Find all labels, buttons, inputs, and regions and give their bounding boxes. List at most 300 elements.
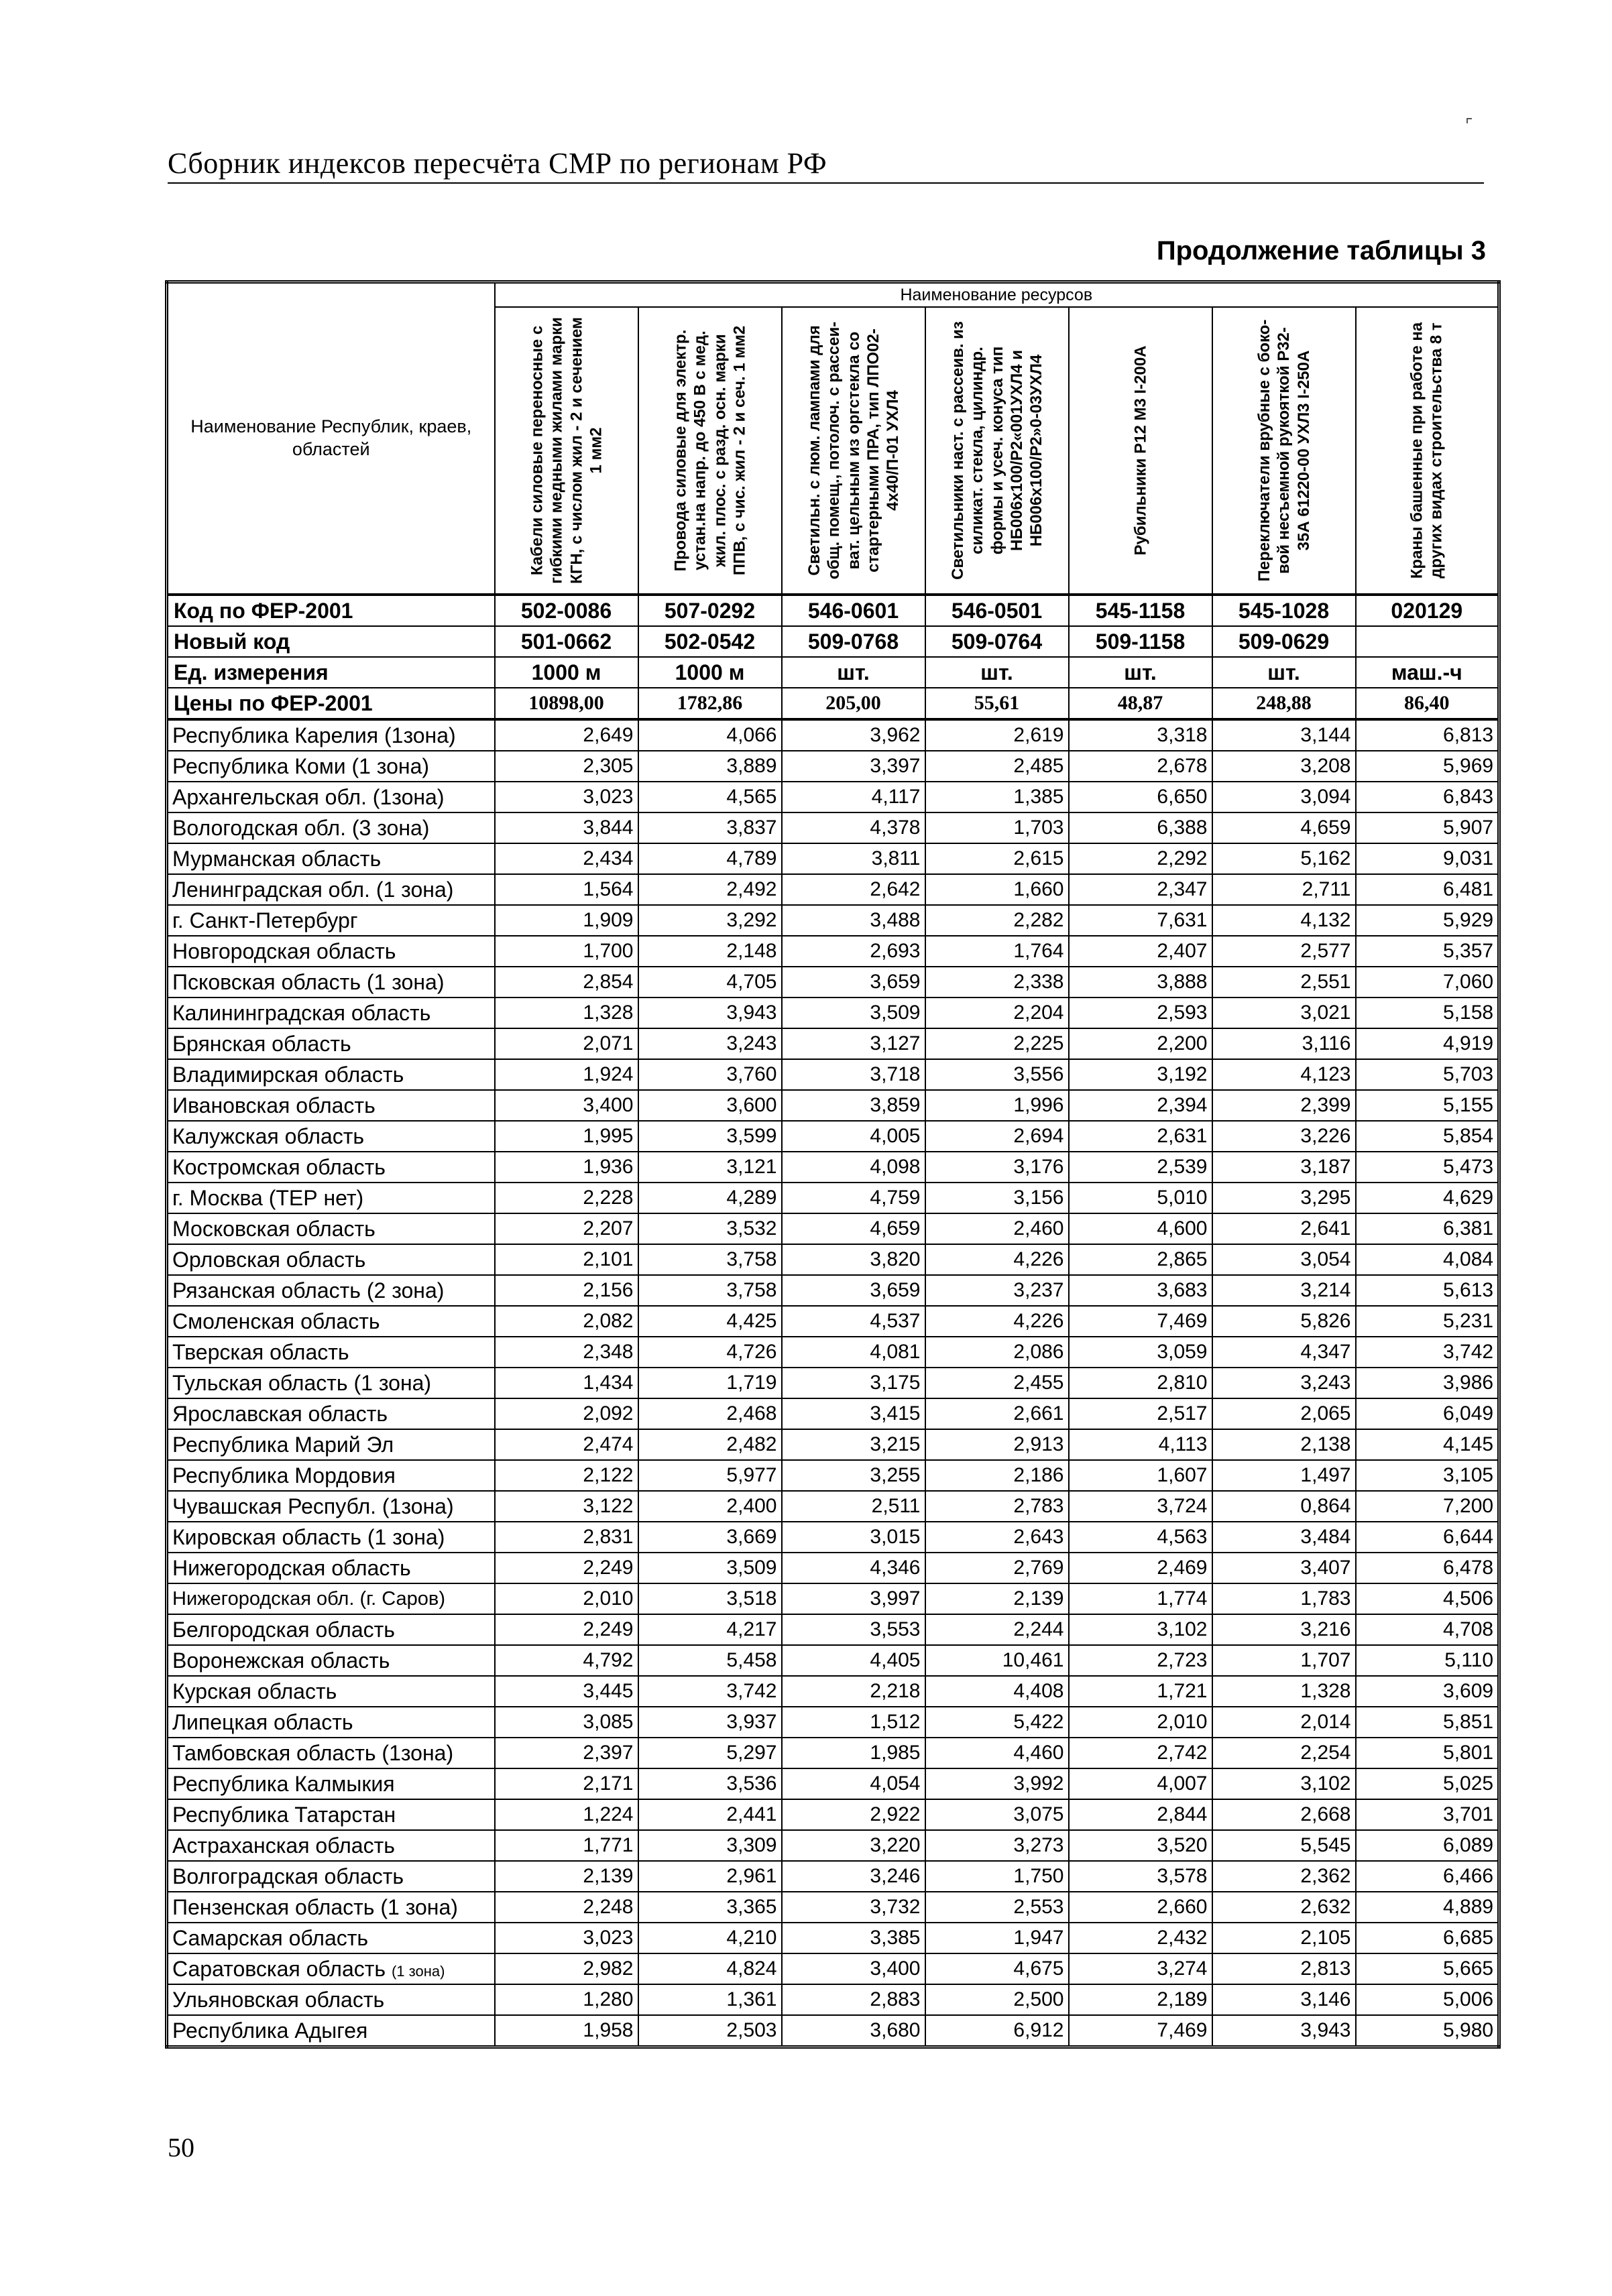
- index-value-cell: 2,200: [1069, 1028, 1212, 1059]
- index-value-cell: 3,400: [782, 1953, 925, 1984]
- region-name: Мурманская область: [172, 846, 382, 871]
- index-value-cell: 5,854: [1356, 1121, 1499, 1152]
- index-value-cell: 1,703: [925, 812, 1069, 843]
- region-name-cell: [167, 1738, 495, 1768]
- index-value-cell: 2,347: [1069, 874, 1212, 905]
- index-value-cell: 4,007: [1069, 1768, 1212, 1799]
- index-value-cell: 2,810: [1069, 1368, 1212, 1398]
- region-name: Калужская область: [172, 1124, 365, 1148]
- fer-code-cell: 546-0601: [782, 595, 925, 626]
- region-name-cell: [167, 812, 495, 843]
- index-value-cell: 5,545: [1212, 1830, 1356, 1861]
- index-value-cell: 3,237: [925, 1275, 1069, 1306]
- region-name-cell: [167, 1768, 495, 1799]
- index-value-cell: 2,503: [638, 2015, 782, 2047]
- region-name: Тульская область (1 зона): [172, 1370, 432, 1395]
- index-value-cell: 2,783: [925, 1491, 1069, 1522]
- index-value-cell: 5,010: [1069, 1183, 1212, 1213]
- fer-code-label: Код по ФЕР-2001: [167, 595, 495, 626]
- region-name: Республика Марий Эл: [172, 1432, 394, 1457]
- index-value-cell: 7,469: [1069, 1306, 1212, 1337]
- index-value-cell: 2,189: [1069, 1984, 1212, 2015]
- index-value-cell: 1,280: [495, 1984, 638, 2015]
- region-name: Тверская область: [172, 1339, 349, 1364]
- index-value-cell: 3,724: [1069, 1491, 1212, 1522]
- index-value-cell: 1,512: [782, 1707, 925, 1738]
- index-value-cell: 2,432: [1069, 1923, 1212, 1953]
- table-row: [167, 1213, 1499, 1244]
- index-value-cell: 2,517: [1069, 1398, 1212, 1429]
- index-value-cell: 3,121: [638, 1152, 782, 1183]
- new-code-cell: 509-0629: [1212, 626, 1356, 657]
- index-value-cell: 3,075: [925, 1799, 1069, 1830]
- index-value-cell: 3,175: [782, 1368, 925, 1398]
- index-value-cell: 2,883: [782, 1984, 925, 2015]
- index-value-cell: 4,792: [495, 1645, 638, 1676]
- index-value-cell: 2,171: [495, 1768, 638, 1799]
- index-value-cell: 1,947: [925, 1923, 1069, 1953]
- price-row: [167, 688, 1499, 719]
- index-value-cell: 2,399: [1212, 1090, 1356, 1121]
- index-value-cell: 3,273: [925, 1830, 1069, 1861]
- region-name: г. Москва (ТЕР нет): [172, 1185, 364, 1210]
- index-value-cell: 2,292: [1069, 843, 1212, 874]
- region-name-cell: [167, 1090, 495, 1121]
- region-name-cell: [167, 1121, 495, 1152]
- index-value-cell: 4,210: [638, 1923, 782, 1953]
- index-value-cell: 2,551: [1212, 967, 1356, 998]
- table-row: [167, 998, 1499, 1028]
- index-value-cell: 1,783: [1212, 1583, 1356, 1614]
- index-value-cell: 3,518: [638, 1583, 782, 1614]
- index-value-cell: 1,707: [1212, 1645, 1356, 1676]
- index-value-cell: 3,385: [782, 1923, 925, 1953]
- index-value-cell: 2,305: [495, 751, 638, 782]
- index-value-cell: 3,054: [1212, 1244, 1356, 1275]
- index-value-cell: 2,511: [782, 1491, 925, 1522]
- region-name-cell: [167, 1213, 495, 1244]
- index-value-cell: 2,186: [925, 1460, 1069, 1491]
- index-value-cell: 2,092: [495, 1398, 638, 1429]
- index-value-cell: 3,309: [638, 1830, 782, 1861]
- index-value-cell: 3,732: [782, 1892, 925, 1923]
- region-name: Ярославская область: [172, 1401, 388, 1426]
- index-value-cell: 3,295: [1212, 1183, 1356, 1213]
- index-value-cell: 2,348: [495, 1337, 638, 1368]
- index-value-cell: 3,742: [638, 1676, 782, 1707]
- running-header: Сборник индексов пересчёта СМР по регионам РФ: [168, 147, 827, 180]
- price-cell: 48,87: [1069, 688, 1212, 719]
- region-name: Псковская область (1 зона): [172, 969, 445, 994]
- table-row: [167, 719, 1499, 751]
- region-zone-note: (1 зона): [391, 1962, 445, 1980]
- price-cell: 248,88: [1212, 688, 1356, 719]
- unit-label: Ед. измерения: [167, 657, 495, 688]
- index-value-cell: 2,469: [1069, 1553, 1212, 1583]
- region-name: Вологодская обл. (3 зона): [172, 815, 430, 840]
- index-value-cell: 3,318: [1069, 719, 1212, 751]
- region-name: Кировская область (1 зона): [172, 1524, 445, 1549]
- resources-group-header: Наименование ресурсов: [495, 282, 1499, 308]
- region-name-cell: [167, 1337, 495, 1368]
- index-value-cell: 5,458: [638, 1645, 782, 1676]
- index-value-cell: 3,488: [782, 905, 925, 936]
- table-row: [167, 1553, 1499, 1583]
- index-value-cell: 2,742: [1069, 1738, 1212, 1768]
- index-value-cell: 3,742: [1356, 1337, 1499, 1368]
- index-value-cell: 2,434: [495, 843, 638, 874]
- region-name-cell: [167, 1676, 495, 1707]
- table-row: [167, 967, 1499, 998]
- index-value-cell: 4,378: [782, 812, 925, 843]
- table-row: [167, 1953, 1499, 1984]
- index-value-cell: 2,010: [495, 1583, 638, 1614]
- index-value-cell: 3,220: [782, 1830, 925, 1861]
- index-value-cell: 2,362: [1212, 1861, 1356, 1892]
- index-value-cell: 2,961: [638, 1861, 782, 1892]
- index-value-cell: 2,407: [1069, 936, 1212, 967]
- table-row: [167, 1337, 1499, 1368]
- index-value-cell: 2,678: [1069, 751, 1212, 782]
- index-value-cell: 1,985: [782, 1738, 925, 1768]
- index-value-cell: 3,144: [1212, 719, 1356, 751]
- region-name-cell: [167, 1368, 495, 1398]
- index-value-cell: 1,750: [925, 1861, 1069, 1892]
- new-code-label: Новый код: [167, 626, 495, 657]
- index-value-cell: 2,254: [1212, 1738, 1356, 1768]
- column-header-text: Кабели силовые переносные с гибкими медными жилами марки КГН, с числом жил - 2 и сечением 1 мм2: [527, 317, 605, 584]
- index-value-cell: 5,006: [1356, 1984, 1499, 2015]
- index-value-cell: 2,101: [495, 1244, 638, 1275]
- region-name-cell: [167, 1244, 495, 1275]
- new-code-cell: 509-1158: [1069, 626, 1212, 657]
- region-name-cell: [167, 1707, 495, 1738]
- region-name: Курская область: [172, 1679, 337, 1703]
- table-row: [167, 1306, 1499, 1337]
- index-value-cell: 4,405: [782, 1645, 925, 1676]
- index-value-cell: 3,820: [782, 1244, 925, 1275]
- region-name-cell: [167, 1522, 495, 1553]
- index-value-cell: 5,613: [1356, 1275, 1499, 1306]
- index-value-cell: 3,997: [782, 1583, 925, 1614]
- index-value-cell: 3,226: [1212, 1121, 1356, 1152]
- column-header-3: [782, 307, 925, 595]
- index-value-cell: 3,520: [1069, 1830, 1212, 1861]
- table-row: [167, 1768, 1499, 1799]
- index-value-cell: 6,388: [1069, 812, 1212, 843]
- table-row: [167, 751, 1499, 782]
- index-value-cell: 3,397: [782, 751, 925, 782]
- new-code-cell: 501-0662: [495, 626, 638, 657]
- table-row: [167, 1183, 1499, 1213]
- index-value-cell: 5,158: [1356, 998, 1499, 1028]
- table-row: [167, 874, 1499, 905]
- index-value-cell: 2,225: [925, 1028, 1069, 1059]
- index-value-cell: 3,274: [1069, 1953, 1212, 1984]
- index-value-cell: 10,461: [925, 1645, 1069, 1676]
- table-row: [167, 782, 1499, 812]
- region-name-cell: [167, 1645, 495, 1676]
- index-value-cell: 5,665: [1356, 1953, 1499, 1984]
- index-value-cell: 4,675: [925, 1953, 1069, 1984]
- index-value-cell: 1,497: [1212, 1460, 1356, 1491]
- region-name: Брянская область: [172, 1031, 351, 1056]
- region-name-cell: [167, 1830, 495, 1861]
- index-value-cell: 3,578: [1069, 1861, 1212, 1892]
- index-value-cell: 4,705: [638, 967, 782, 998]
- region-name: Пензенская область (1 зона): [172, 1894, 458, 1919]
- index-value-cell: 3,532: [638, 1213, 782, 1244]
- index-value-cell: 2,010: [1069, 1707, 1212, 1738]
- table-row: [167, 1152, 1499, 1183]
- region-name: Тамбовская область (1зона): [172, 1740, 454, 1765]
- index-value-cell: 2,156: [495, 1275, 638, 1306]
- index-value-cell: 2,641: [1212, 1213, 1356, 1244]
- index-value-cell: 4,506: [1356, 1583, 1499, 1614]
- new-code-cell: [1356, 626, 1499, 657]
- index-value-cell: 3,553: [782, 1614, 925, 1645]
- region-name-cell: [167, 1984, 495, 2015]
- index-value-cell: 3,760: [638, 1059, 782, 1090]
- index-value-cell: 4,123: [1212, 1059, 1356, 1090]
- index-value-cell: 6,381: [1356, 1213, 1499, 1244]
- index-value-cell: 4,565: [638, 782, 782, 812]
- fer-code-cell: 546-0501: [925, 595, 1069, 626]
- index-value-cell: 3,683: [1069, 1275, 1212, 1306]
- region-name-cell: [167, 936, 495, 967]
- new-code-row: [167, 626, 1499, 657]
- column-header-1: [495, 307, 638, 595]
- index-value-cell: 4,289: [638, 1183, 782, 1213]
- index-value-cell: 4,113: [1069, 1429, 1212, 1460]
- table-row: [167, 1121, 1499, 1152]
- price-cell: 55,61: [925, 688, 1069, 719]
- region-name-cell: [167, 1583, 495, 1614]
- index-value-cell: 2,474: [495, 1429, 638, 1460]
- region-name: Республика Калмыкия: [172, 1771, 395, 1796]
- index-value-cell: 3,146: [1212, 1984, 1356, 2015]
- index-value-cell: 3,127: [782, 1028, 925, 1059]
- index-value-cell: 7,200: [1356, 1491, 1499, 1522]
- table-row: [167, 1491, 1499, 1522]
- index-value-cell: 2,105: [1212, 1923, 1356, 1953]
- index-value-cell: 5,473: [1356, 1152, 1499, 1183]
- index-value-cell: 6,466: [1356, 1861, 1499, 1892]
- index-value-cell: 2,248: [495, 1892, 638, 1923]
- index-value-cell: 2,694: [925, 1121, 1069, 1152]
- region-name: Новгородская область: [172, 939, 396, 963]
- index-value-cell: 3,888: [1069, 967, 1212, 998]
- table-row: [167, 1429, 1499, 1460]
- scan-corner-mark: [1466, 118, 1472, 123]
- index-value-cell: 3,176: [925, 1152, 1069, 1183]
- region-name: Орловская область: [172, 1247, 366, 1272]
- index-value-cell: 6,843: [1356, 782, 1499, 812]
- index-value-cell: 7,631: [1069, 905, 1212, 936]
- unit-row: [167, 657, 1499, 688]
- region-name-cell: [167, 905, 495, 936]
- index-value-cell: 1,700: [495, 936, 638, 967]
- index-value-cell: 2,122: [495, 1460, 638, 1491]
- index-value-cell: 3,105: [1356, 1460, 1499, 1491]
- region-name-cell: [167, 1028, 495, 1059]
- region-name-cell: [167, 874, 495, 905]
- index-value-cell: 2,854: [495, 967, 638, 998]
- table-row: [167, 1583, 1499, 1614]
- unit-cell: 1000 м: [638, 657, 782, 688]
- column-header-text: Светильн. с люм. лампами для общ. помещ., потолоч. с рассеи-ват. цельным из оргстекла со стартерными ПРА, тип ЛПО02-4х40/П-01 УХЛ4: [805, 321, 902, 580]
- index-value-cell: 4,084: [1356, 1244, 1499, 1275]
- index-value-cell: 1,660: [925, 874, 1069, 905]
- region-name: Саратовская область: [172, 1956, 386, 1981]
- price-cell: 205,00: [782, 688, 925, 719]
- index-value-cell: 2,922: [782, 1799, 925, 1830]
- region-name: Республика Адыгея: [172, 2018, 368, 2043]
- region-name: Владимирская область: [172, 1062, 404, 1087]
- index-value-cell: 3,758: [638, 1244, 782, 1275]
- index-value-cell: 6,478: [1356, 1553, 1499, 1583]
- table-row: [167, 1984, 1499, 2015]
- table-row: [167, 1923, 1499, 1953]
- index-value-cell: 2,711: [1212, 874, 1356, 905]
- index-value-cell: 4,563: [1069, 1522, 1212, 1553]
- index-value-cell: 2,071: [495, 1028, 638, 1059]
- region-name: Республика Карелия (1зона): [172, 723, 456, 747]
- index-value-cell: 3,859: [782, 1090, 925, 1121]
- index-value-cell: 2,338: [925, 967, 1069, 998]
- index-value-cell: 4,789: [638, 843, 782, 874]
- region-name-cell: [167, 967, 495, 998]
- index-value-cell: 3,400: [495, 1090, 638, 1121]
- index-value-cell: 3,156: [925, 1183, 1069, 1213]
- index-value-cell: 4,708: [1356, 1614, 1499, 1645]
- price-cell: 10898,00: [495, 688, 638, 719]
- index-value-cell: 2,492: [638, 874, 782, 905]
- index-value-cell: 1,607: [1069, 1460, 1212, 1491]
- index-value-cell: 3,122: [495, 1491, 638, 1522]
- index-value-cell: 3,811: [782, 843, 925, 874]
- table-row: [167, 1799, 1499, 1830]
- index-value-cell: 2,865: [1069, 1244, 1212, 1275]
- region-name-cell: [167, 782, 495, 812]
- index-value-cell: 4,226: [925, 1306, 1069, 1337]
- index-value-cell: 1,361: [638, 1984, 782, 2015]
- fer-code-cell: 020129: [1356, 595, 1499, 626]
- index-value-cell: 4,600: [1069, 1213, 1212, 1244]
- index-value-cell: 5,357: [1356, 936, 1499, 967]
- column-header-text: Переключатели врубные с боко-вой несъемной рукояткой Р32-35А 61220-00 УХЛ3 I-250А: [1255, 319, 1313, 582]
- index-value-cell: 3,023: [495, 1923, 638, 1953]
- column-header-text: Провода силовые для электр. устан.на напр. до 450 В с мед. жил. плос. с разд. осн. марки ППВ, с чис. жил - 2 и сеч. 1 мм2: [671, 325, 748, 576]
- index-table-container: [165, 280, 1501, 2049]
- price-cell: 1782,86: [638, 688, 782, 719]
- index-value-cell: 4,098: [782, 1152, 925, 1183]
- table-row: [167, 812, 1499, 843]
- region-name: Калининградская область: [172, 1000, 431, 1025]
- unit-cell: шт.: [782, 657, 925, 688]
- index-value-cell: 5,977: [638, 1460, 782, 1491]
- index-value-cell: 2,139: [495, 1861, 638, 1892]
- index-value-cell: 1,434: [495, 1368, 638, 1398]
- index-value-cell: 4,117: [782, 782, 925, 812]
- index-value-cell: 3,484: [1212, 1522, 1356, 1553]
- region-name-cell: [167, 1152, 495, 1183]
- table-row: [167, 1676, 1499, 1707]
- table-row: [167, 1738, 1499, 1768]
- index-value-cell: 3,102: [1212, 1768, 1356, 1799]
- index-value-cell: 1,764: [925, 936, 1069, 967]
- index-value-cell: 2,632: [1212, 1892, 1356, 1923]
- index-value-cell: 2,619: [925, 719, 1069, 751]
- region-name-cell: [167, 1398, 495, 1429]
- index-value-cell: 2,249: [495, 1553, 638, 1583]
- index-value-cell: 1,771: [495, 1830, 638, 1861]
- region-name-cell: [167, 1953, 495, 1984]
- table-row: [167, 1275, 1499, 1306]
- table-row: [167, 843, 1499, 874]
- index-value-cell: 4,217: [638, 1614, 782, 1645]
- index-value-cell: 5,969: [1356, 751, 1499, 782]
- index-value-cell: 3,943: [1212, 2015, 1356, 2047]
- unit-cell: маш.-ч: [1356, 657, 1499, 688]
- index-value-cell: 2,643: [925, 1522, 1069, 1553]
- column-header-text: Рубильники Р12 М3 I-200А: [1131, 345, 1149, 556]
- index-value-cell: 4,759: [782, 1183, 925, 1213]
- index-value-cell: 5,826: [1212, 1306, 1356, 1337]
- index-value-cell: 1,958: [495, 2015, 638, 2047]
- index-value-cell: 5,162: [1212, 843, 1356, 874]
- index-value-cell: 2,642: [782, 874, 925, 905]
- table-row: [167, 1707, 1499, 1738]
- index-value-cell: 4,659: [1212, 812, 1356, 843]
- index-value-cell: 5,155: [1356, 1090, 1499, 1121]
- index-value-cell: 2,394: [1069, 1090, 1212, 1121]
- region-name-cell: [167, 998, 495, 1028]
- region-name-cell: [167, 2015, 495, 2047]
- region-name-cell: [167, 751, 495, 782]
- index-value-cell: 1,995: [495, 1121, 638, 1152]
- index-value-cell: 3,102: [1069, 1614, 1212, 1645]
- index-value-cell: 3,243: [638, 1028, 782, 1059]
- index-value-cell: 2,615: [925, 843, 1069, 874]
- index-value-cell: 3,085: [495, 1707, 638, 1738]
- index-value-cell: 3,609: [1356, 1676, 1499, 1707]
- region-name: Московская область: [172, 1216, 376, 1241]
- index-value-cell: 2,913: [925, 1429, 1069, 1460]
- index-value-cell: 2,086: [925, 1337, 1069, 1368]
- index-value-cell: 4,425: [638, 1306, 782, 1337]
- region-name-cell: [167, 1892, 495, 1923]
- table-row: [167, 936, 1499, 967]
- region-name: Воронежская область: [172, 1648, 390, 1673]
- index-value-cell: 5,907: [1356, 812, 1499, 843]
- price-cell: 86,40: [1356, 688, 1499, 719]
- index-value-cell: 3,255: [782, 1460, 925, 1491]
- index-value-cell: 2,844: [1069, 1799, 1212, 1830]
- index-value-cell: 2,218: [782, 1676, 925, 1707]
- index-value-cell: 5,929: [1356, 905, 1499, 936]
- index-value-cell: 5,703: [1356, 1059, 1499, 1090]
- column-header-4: [925, 307, 1069, 595]
- index-value-cell: 2,813: [1212, 1953, 1356, 1984]
- index-value-cell: 5,110: [1356, 1645, 1499, 1676]
- unit-cell: шт.: [925, 657, 1069, 688]
- index-value-cell: 2,649: [495, 719, 638, 751]
- index-value-cell: 1,564: [495, 874, 638, 905]
- index-value-cell: 2,455: [925, 1368, 1069, 1398]
- region-name-cell: [167, 1614, 495, 1645]
- index-value-cell: 3,407: [1212, 1553, 1356, 1583]
